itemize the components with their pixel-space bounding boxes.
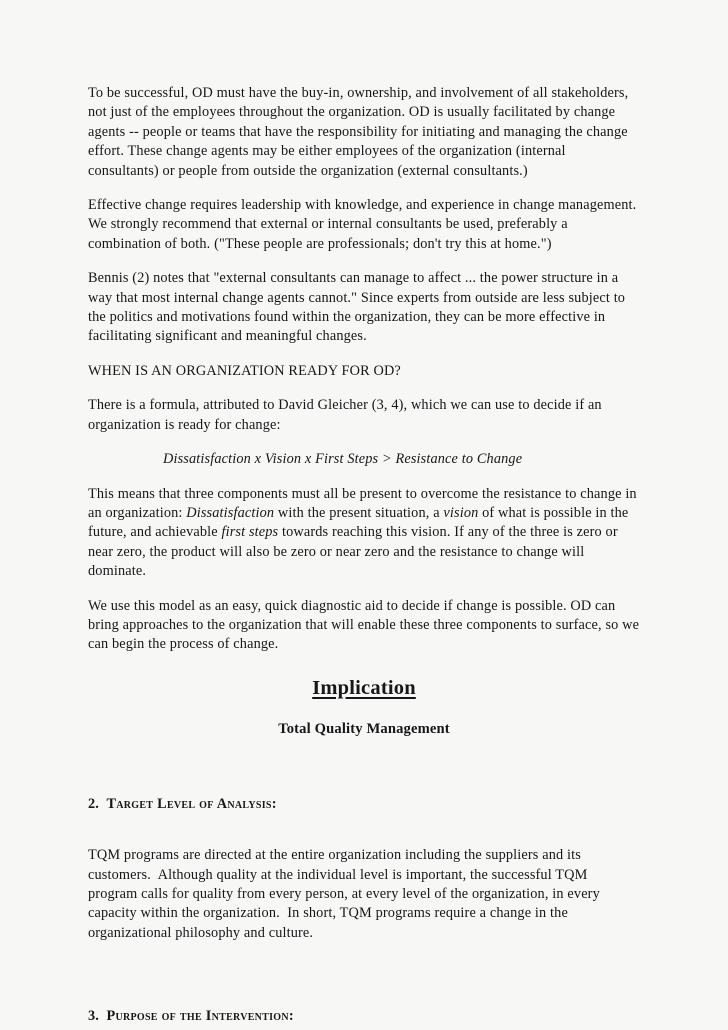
section-3-title: Purpose of the Intervention: [106,1008,294,1025]
three-components-text-2: with the present situation, a [274,504,444,521]
subheading-total-quality-management: Total Quality Management [278,720,450,737]
spacer-before-section-3 [88,958,640,1007]
section-2-number: 2. [88,795,100,812]
section-3-number: 3. [88,1008,100,1025]
section-heading-target-level [88,795,640,814]
section-heading-purpose-intervention [88,1007,640,1026]
paragraph-diagnostic-aid: We use this model as an easy, quick diagnostic aid to decide if change is possible. OD can bring approaches to the organization that will enable these three components to surface, so we can begin the process of change. [88,597,643,653]
heading-when-ready: WHEN IS AN ORGANIZATION READY FOR OD? [88,362,401,379]
three-components-text-3: of what is possible in the future, and achievable [88,504,633,541]
paragraph-tqm-programs: TQM programs are directed at the entire organization including the suppliers and its customers. Although quality at the individual level is important, the successful TQM program calls for quality from every person, at every level of the organization, in every capacity within the organization. In short, TQM programs require a change in the organizational philosophy and culture. [88,847,604,941]
three-components-text-1: This means that three components must all be present to overcome the resistance to change in an organization: [88,485,641,521]
paragraph-effective-change: Effective change requires leadership with knowledge, and experience in change management. We strongly recommend that external or internal consultants be used, preferably a combination of both. ("These people are professionals; don't try this at home.") [88,197,640,252]
emphasis-first-steps: first steps [221,524,279,541]
paragraph-bennis-quote: Bennis (2) notes that "external consultants can manage to affect ... the power structure in a way that most internal change agents cannot." Since experts from outside are less subject to the politics and motivations found within the organization, they can be more effective in facilitating significant and meaningful changes. [88,270,629,345]
paragraph-gleicher-formula-intro: There is a formula, attributed to David Gleicher (3, 4), which we can use to decide if an organization is ready for change: [88,397,606,433]
three-components-text-4: towards reaching this vision. If any of the three is zero or near zero, the product will also be zero or near zero and the resistance to change will dominate. [88,524,622,580]
document-content [88,84,643,1027]
spacer-after-section-2-heading [88,814,640,846]
spacer-before-section-2 [88,739,640,795]
paragraph-three-components [88,485,640,582]
paragraph-stakeholders: To be successful, OD must have the buy-in, ownership, and involvement of all stakeholders, not just of the employees throughout the organization. OD is usually facilitated by change agents -- people or teams that have the responsibility for initiating and managing the change effort. These change agents may be either employees of the organization (internal consultants) or people from outside the organization (external consultants.) [88,85,633,179]
heading-implication: Implication [312,676,416,699]
section-2-title: Target Level of Analysis: [106,795,277,812]
formula-gleicher: Dissatisfaction x Vision x First Steps > Resistance to Change [163,451,523,468]
emphasis-dissatisfaction: Dissatisfaction [186,504,275,521]
emphasis-vision: vision [443,504,479,521]
